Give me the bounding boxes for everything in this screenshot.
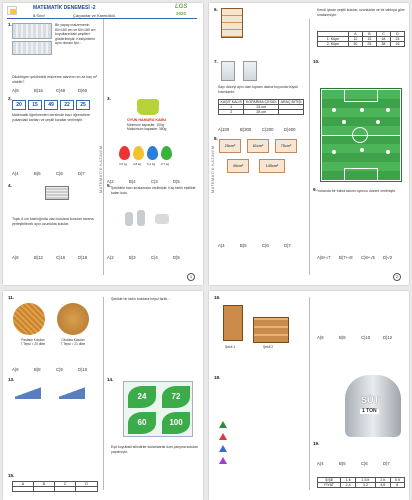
q19-option-d[interactable]: D)7 — [383, 461, 390, 466]
q7-option-a[interactable]: A)100 — [218, 127, 230, 132]
red-egg-icon — [119, 146, 130, 160]
q18-cell: 3,2 — [356, 483, 376, 488]
subject-label: Çarpanlar ve Kareköklü — [73, 13, 115, 18]
q18-header-cell: 1 lt — [341, 478, 356, 483]
player-icon — [360, 108, 364, 112]
q18-table — [317, 477, 405, 488]
triangle-icon — [219, 421, 227, 428]
column-divider — [309, 297, 310, 490]
q6-cell: 15 — [362, 37, 376, 42]
q8-option-d[interactable]: D)7 — [284, 243, 291, 248]
q12-cell: A — [13, 482, 34, 487]
q16-number: 16. — [214, 295, 221, 300]
q16-option-b[interactable]: B)8 — [339, 335, 346, 340]
q7-option-d[interactable]: D)400 — [284, 127, 296, 132]
q8-option-c[interactable]: C)6 — [262, 243, 269, 248]
q3-weight-1: 3,6 kg — [119, 162, 128, 166]
q5-option-b[interactable]: B)3 — [129, 255, 136, 260]
q17-label-1: Şekil 1 — [225, 345, 236, 349]
q2-tile: 49 — [44, 100, 58, 110]
column-divider — [309, 19, 310, 275]
q7-glasses-image — [221, 61, 267, 81]
q6-cell: 30 — [348, 42, 362, 47]
q8-tile: 75cm² — [275, 139, 297, 153]
q7-cell: 28 cm — [244, 110, 279, 115]
q16-option-a[interactable]: A)6 — [317, 335, 324, 340]
q11-option-d[interactable]: D)10 — [78, 367, 88, 372]
q4-option-b[interactable]: B)12 — [34, 255, 43, 260]
q3-detail-2: Maksimum kapasite: 360g — [127, 127, 167, 131]
q18-header-cell: 2 lt — [375, 478, 390, 483]
q3-weight-3: 5,4 kg — [147, 162, 156, 166]
q6-cell: 16 — [390, 42, 404, 47]
q3-label: OYUN HAMURU KAMU — [127, 118, 167, 122]
q6-text: Kendi içinde çeşitli kutular, uzunluklar ve bir tabloya göre sıralanmıştır. — [317, 8, 405, 17]
q12-cell: C — [54, 482, 76, 487]
q6-header-cell: C — [376, 32, 390, 37]
triangle-icon — [219, 433, 227, 440]
q2-tile: 25 — [76, 100, 90, 110]
q4-box-image — [45, 186, 69, 200]
football-field — [321, 89, 401, 181]
page-number: 1 — [187, 273, 195, 281]
q11-label-2: Cikolata Kutuları 7 Tepsi = 21 dilim — [60, 338, 86, 346]
milk-volume: 1 TON — [362, 408, 377, 414]
q2-option-b[interactable]: B)5 — [34, 171, 41, 176]
q10-number: 10. — [313, 59, 320, 64]
player-icon — [376, 120, 380, 124]
q8-option-b[interactable]: B)5 — [240, 243, 247, 248]
q6-cell: 1. Küpe — [318, 37, 349, 42]
milk-tank-image — [345, 375, 401, 437]
q1-number: 1. — [8, 22, 12, 27]
q11-option-a[interactable]: A)6 — [12, 367, 19, 372]
q1-option-a[interactable]: A)9 — [12, 88, 19, 93]
page-1 — [3, 3, 203, 285]
q11-number: 11. — [8, 295, 15, 300]
triangle-icon — [219, 457, 227, 464]
q1-question: Dikdörtgen şeklindeki malzeme alanının en az kaç m² olabilir? — [12, 75, 98, 84]
q18-header-cell: ŞİŞE — [318, 478, 341, 483]
q12-text: Şekilde bir farklı kutulara hepsi farklı... — [111, 297, 171, 301]
cookie-image — [57, 303, 89, 335]
leaf-tile: 100 — [162, 412, 190, 434]
q13-number: 13. — [8, 377, 15, 382]
q3-eggs — [119, 146, 172, 160]
q18-header-cell: 5 lt — [390, 478, 404, 483]
leaf-tile: 60 — [128, 412, 156, 434]
q15-text: Eşit boyuttaki silindirler kullanılarak özel çalışma kutuları yapılmıştır. — [111, 445, 199, 454]
q2-option-d[interactable]: D)7 — [78, 171, 85, 176]
q6-cell: 25 — [362, 42, 376, 47]
q6-cell: 38 — [376, 42, 390, 47]
q6-header-cell: B — [362, 32, 376, 37]
q8-number: 8. — [214, 136, 218, 141]
q5-cylinders — [125, 208, 185, 230]
q10-text: Yukarıda bir futbol takımı oyuncu düzeni verilmiştir. — [317, 189, 396, 193]
q16-shelf-image — [253, 317, 289, 343]
header-logo-box — [7, 6, 17, 15]
q8-tile: 49cm² — [227, 159, 249, 173]
q4-option-a[interactable]: A)8 — [12, 255, 19, 260]
q1-text: Bir yapay malzemenin 80×180 cm ve 60×180 cm boyutlarındaki çeşitleri gösterilmiştir. Kesişimlerin aynı olması için... — [55, 23, 96, 45]
q18-cell: 2,4 — [341, 483, 356, 488]
triangle-list — [219, 421, 299, 471]
q2-option-c[interactable]: C)6 — [56, 171, 63, 176]
q6-shelf-image — [221, 8, 243, 38]
q7-table — [218, 99, 304, 115]
q1-option-c[interactable]: C)48 — [56, 88, 66, 93]
q11-option-b[interactable]: B)8 — [34, 367, 41, 372]
column-divider — [103, 19, 104, 275]
q2-tile: 22 — [60, 100, 74, 110]
q3-option-c[interactable]: C)3 — [151, 179, 158, 184]
q8-tile: 145cm² — [259, 159, 285, 173]
q18-cell: 8 — [390, 483, 404, 488]
player-icon — [342, 120, 346, 124]
q7-header-cell: ARAÇ BİTİŞİ — [280, 100, 302, 104]
q12-cell: D — [76, 482, 98, 487]
q7-number: 7. — [214, 59, 218, 64]
q3-detail-1: Minimum kapasite: 100g — [127, 123, 164, 127]
q2-tile: 20 — [12, 100, 26, 110]
player-icon — [332, 150, 336, 154]
q10-option-d[interactable]: D)√2 — [383, 255, 393, 260]
q4-option-c[interactable]: C)16 — [56, 255, 66, 260]
page-4 — [209, 291, 409, 500]
q16-shelf-image — [223, 305, 243, 341]
q7-cell — [279, 110, 304, 115]
blue-egg-icon — [147, 146, 158, 160]
side-label: MATEMATİK KAZANİM — [99, 145, 103, 193]
q6-header-cell: A — [348, 32, 362, 37]
q3-weight-4: 2,7 kg — [161, 162, 170, 166]
header-line — [7, 18, 197, 19]
q7-option-b[interactable]: B)300 — [240, 127, 252, 132]
q7-option-c[interactable]: C)200 — [262, 127, 274, 132]
leaf-tile: 72 — [162, 386, 190, 408]
page-3 — [3, 291, 203, 500]
q12-cell: B — [33, 482, 54, 487]
q3-jar-image — [137, 99, 159, 115]
q7-header-cell: KOPARMA ÇESİDİ — [244, 100, 279, 105]
q6-cell: 18 — [376, 37, 390, 42]
player-icon — [386, 150, 390, 154]
q7-cell: 2 — [219, 110, 244, 115]
q6-cell: 12 — [348, 37, 362, 42]
q7-cell: 24 cm — [244, 105, 279, 110]
q6-number: 6. — [214, 7, 218, 12]
q12-table — [12, 481, 98, 492]
q3-number: 3. — [107, 96, 111, 101]
lgs-year: 2020 — [176, 11, 187, 16]
exam-title: MATEMATİK DENEMESİ -2 — [33, 5, 96, 11]
milk-label: SÜT — [361, 395, 379, 405]
q7-cell: 1 — [219, 105, 244, 110]
q5-option-d[interactable]: D)5 — [173, 255, 180, 260]
q19-option-a[interactable]: A)4 — [317, 461, 324, 466]
q8-tile: 81cm² — [247, 139, 269, 153]
side-label: MATEMATİK KAZANİM — [211, 145, 215, 193]
q6-cell: 24 — [390, 37, 404, 42]
q10-option-c[interactable]: C)8+√5 — [361, 255, 375, 260]
q19-option-c[interactable]: C)6 — [361, 461, 368, 466]
class-label: 8.Sınıf — [33, 13, 45, 18]
q2-text: Matematik öğretmenleri derslerde bazı öğrencilere yukarıdaki kartları ve çeşitli kurallar verilmiştir. — [12, 113, 91, 122]
q14-number: 14. — [107, 377, 114, 382]
q11-label-1: Pastane Kutuları 7 Tepsi = 20 dilim — [20, 338, 46, 346]
player-icon — [332, 108, 336, 112]
q11-option-c[interactable]: C)9 — [56, 367, 63, 372]
q1-option-b[interactable]: B)16 — [34, 88, 43, 93]
q17-label-2: Şekil 2 — [263, 345, 274, 349]
q18-cell: 4,6 — [375, 483, 390, 488]
q6-table — [317, 31, 405, 47]
q6-header-cell: D — [390, 32, 404, 37]
ramp-image — [59, 385, 85, 399]
page-number: 2 — [393, 273, 401, 281]
q3-weight-2: 4,8 kg — [133, 162, 142, 166]
q1-board-image — [12, 23, 52, 57]
q7-text: Sayı düzeyi aynı olan toplam daima boyunda büyük kısımlardır. — [218, 85, 298, 94]
green-egg-icon — [161, 146, 172, 160]
q19-number: 19. — [313, 441, 320, 446]
q8-tiles — [219, 139, 305, 185]
leaf-tile: 24 — [128, 386, 156, 408]
q3-option-a[interactable]: A)2 — [107, 179, 114, 184]
q1-option-d[interactable]: D)60 — [78, 88, 88, 93]
triangle-icon — [219, 445, 227, 452]
q19-option-b[interactable]: B)5 — [339, 461, 346, 466]
lgs-logo: LGS — [175, 4, 188, 10]
q5-number: 5. — [107, 183, 111, 188]
leaf-grid — [123, 381, 193, 437]
q8-option-a[interactable]: A)4 — [218, 243, 225, 248]
q4-number: 4. — [8, 183, 12, 188]
q2-tiles — [12, 100, 90, 110]
q2-tile: 15 — [28, 100, 42, 110]
q5-text: Şekildeki bazı sıralamalar verilmiştir. Kaç farklı eşitlikte kalan kutu. — [111, 186, 196, 195]
q3-option-d[interactable]: D)5 — [173, 179, 180, 184]
q7-header-cell: KAŞIT KALIS — [220, 100, 242, 104]
q4-option-d[interactable]: D)18 — [78, 255, 88, 260]
book-icon — [10, 9, 16, 14]
q3-option-b[interactable]: B)4 — [129, 179, 136, 184]
waffle-image — [13, 303, 45, 335]
q15-number: 15. — [8, 473, 15, 478]
yellow-egg-icon — [133, 146, 144, 160]
q5-option-c[interactable]: C)4 — [151, 255, 158, 260]
column-divider — [103, 297, 104, 490]
q6-cell: 2. Küpe — [318, 42, 349, 47]
page-2 — [209, 3, 409, 285]
player-icon — [360, 148, 364, 152]
q18-header-cell: 1.5 lt — [356, 478, 376, 483]
q16-option-d[interactable]: D)12 — [383, 335, 393, 340]
q10-option-a[interactable]: A)8+√7 — [317, 255, 331, 260]
q16-option-c[interactable]: C)10 — [361, 335, 371, 340]
q18-cell: FİYAT — [318, 483, 341, 488]
q10-option-b[interactable]: B)7+√8 — [339, 255, 353, 260]
q9-number: 9. — [313, 187, 317, 192]
q18-number: 18. — [214, 375, 221, 380]
player-icon — [386, 108, 390, 112]
q2-number: 2. — [8, 96, 12, 101]
ramp-image — [15, 385, 41, 399]
q4-text: Toplu 6 cm kalınlığında olan kutulara konulan tavana yerleştirilecek aynı uzunlukta kutular. — [12, 217, 94, 226]
q8-tile: 25cm² — [219, 139, 241, 153]
q2-option-a[interactable]: A)4 — [12, 171, 19, 176]
q5-option-a[interactable]: A)2 — [107, 255, 114, 260]
